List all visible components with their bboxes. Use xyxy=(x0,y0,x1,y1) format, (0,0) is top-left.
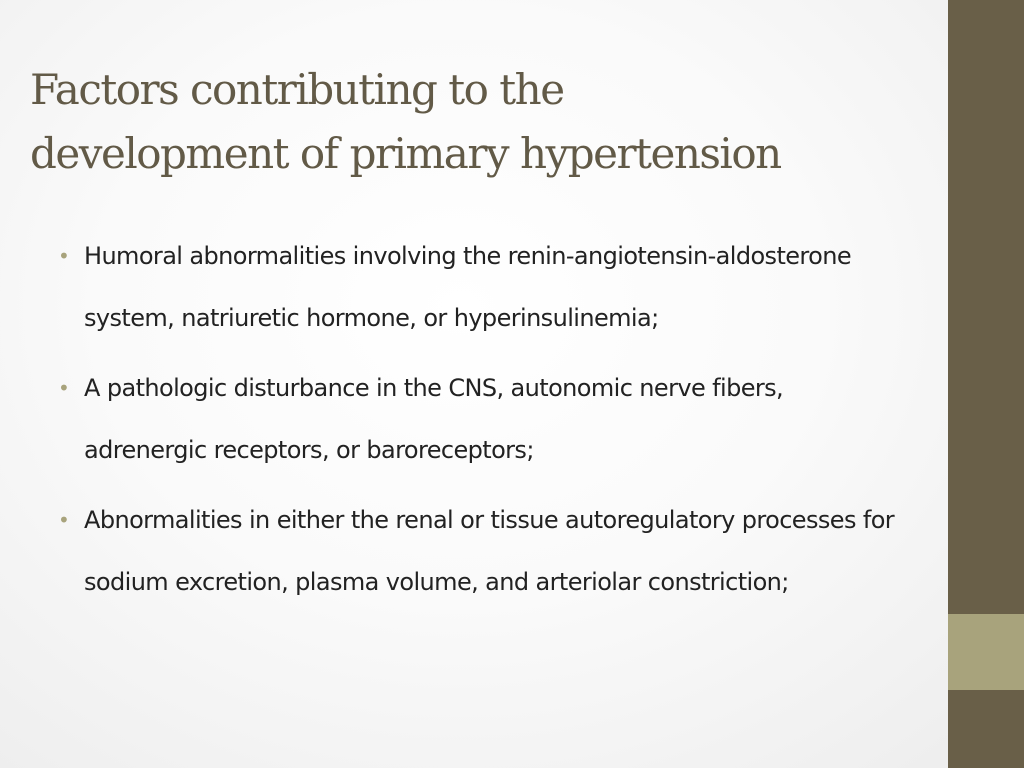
bullet-item-humoral xyxy=(0,225,940,349)
bullet-text: Abnormalities in either the renal or tissue autoregulatory processes for sodium excretion, plasma volume, and arteriolar constriction; xyxy=(84,506,895,596)
bullet-text: Humoral abnormalities involving the renin-angiotensin-aldosterone system, natriuretic hormone, or hyperinsulinemia; xyxy=(84,242,852,332)
bullet-dot-icon: • xyxy=(58,376,70,400)
bullet-dot-icon: • xyxy=(58,244,70,268)
bullet-list xyxy=(0,225,940,621)
slide-title-line-1: Factors contributing to the xyxy=(30,65,564,114)
bullet-text: A pathologic disturbance in the CNS, autonomic nerve fibers, adrenergic receptors, or baroreceptors; xyxy=(84,374,784,464)
slide-title-line-2: development of primary hypertension xyxy=(30,129,781,178)
bullet-item-renal xyxy=(0,489,940,613)
bullet-dot-icon: • xyxy=(58,508,70,532)
bullet-item-cns xyxy=(0,357,940,481)
decorative-sidebar-accent xyxy=(948,614,1024,690)
slide-title xyxy=(30,58,930,186)
